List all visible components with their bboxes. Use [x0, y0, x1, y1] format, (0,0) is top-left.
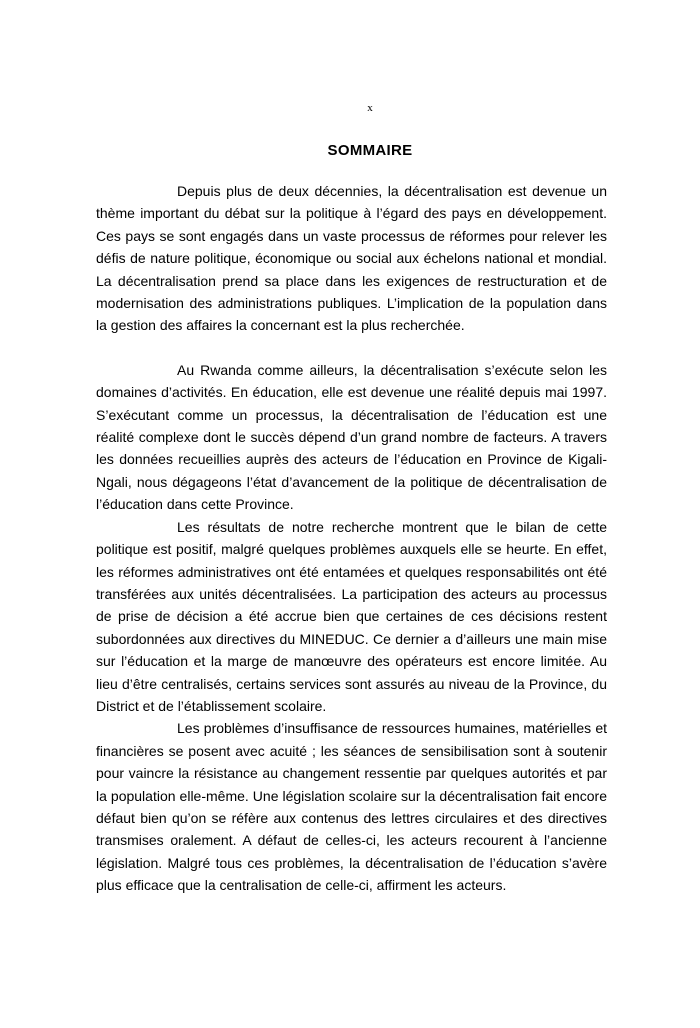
- paragraph-3: Les résultats de notre recherche montrent que le bilan de cette politique est positif, malgré quelques problèmes auxquels elle se heurte. En effet, les réformes administratives ont été entamées et quelques responsabilités ont été transférées aux unités décentralisées. La participation des acteurs au processus de prise de décision a été accrue bien que certaines de ces décisions restent subordonnées aux directives du MINEDUC. Ce dernier a d’ailleurs une main mise sur l’éducation et la marge de manœuvre des opérateurs est encore limitée. Au lieu d’être centralisés, certains services sont assurés au niveau de la Province, du District et de l’établissement scolaire.: [96, 518, 607, 714]
- paragraph-1: Depuis plus de deux décennies, la décentralisation est devenue un thème important du débat sur la politique à l’égard des pays en développement. Ces pays se sont engagés dans un vaste processus de réformes pour relever les défis de nature politique, économique ou social aux échelons national et mondial. La décentralisation prend sa place dans les exigences de restructuration et de modernisation des administrations publiques. L’implication de la population dans la gestion des affaires la concernant est la plus recherchée.: [96, 183, 607, 334]
- paragraph-2: Au Rwanda comme ailleurs, la décentralisation s’exécute selon les domaines d’activités. En éducation, elle est devenue une réalité depuis mai 1997. S’exécutant comme un processus, la décentralisation de l’éducation est une réalité complexe dont le succès dépend d’un grand nombre de facteurs. A travers les données recueillies auprès des acteurs de l’éducation en Province de Kigali-Ngali, nous dégageons l’état d’avancement de la politique de décentralisation de l’éducation dans cette Province.: [96, 361, 607, 513]
- paragraph-4: Les problèmes d’insuffisance de ressources humaines, matérielles et financières se posent avec acuité ; les séances de sensibilisation sont à soutenir pour vaincre la résistance au changement ressentie par quelques autorités et par la population elle-même. Une législation scolaire sur la décentralisation fait encore défaut bien qu’on se réfère aux contenus des lettres circulaires et des directives transmises oralement. A défaut de celles-ci, les acteurs recourent à l’ancienne législation. Malgré tous ces problèmes, la décentralisation de l’éducation s’avère plus efficace que la centralisation de celle-ci, affirment les acteurs.: [96, 720, 607, 894]
- page-title: SOMMAIRE: [327, 142, 413, 159]
- page-number: x: [367, 102, 373, 114]
- summary-body: [96, 180, 607, 897]
